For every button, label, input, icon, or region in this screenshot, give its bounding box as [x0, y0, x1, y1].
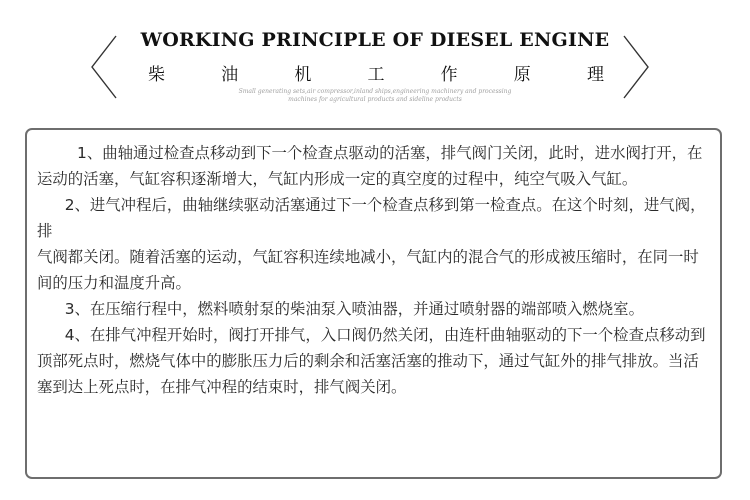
title-char: 原 — [513, 65, 531, 85]
page-title-chinese — [148, 60, 604, 85]
content-panel — [25, 128, 722, 479]
title-char: 油 — [221, 65, 239, 85]
paragraph-step-2b: 气阀都关闭。随着活塞的运动，气缸容积连续地减小，气缸内的混合气的形成被压缩时，在同一时间的压力和温度升高。 — [37, 248, 699, 292]
tagline-line-2: machines for agricultural products and sideline products — [288, 96, 462, 103]
page-title-english: WORKING PRINCIPLE OF DIESEL ENGINE — [140, 29, 610, 51]
paragraph-step-3: 3、在压缩行程中，燃料喷射泵的柴油泵入喷油器，并通过喷射器的端部喷入燃烧室。 — [64, 300, 644, 318]
tagline-line-1: Small generating sets,air compressor,inland ships,engineering machinery and processing — [238, 88, 512, 95]
paragraph-step-2a: 2、进气冲程后，曲轴继续驱动活塞通过下一个检查点移到第一检查点。在这个时刻，进气阀，排 — [37, 196, 706, 240]
title-char: 作 — [440, 65, 458, 85]
paragraph-step-4: 4、在排气冲程开始时，阀打开排气，入口阀仍然关闭，由连杆曲轴驱动的下一个检查点移动到顶部死点时，燃烧气体中的膨胀压力后的剩余和活塞活塞的推动下，通过气缸外的排气排放。当活塞到达上死点时，在排气冲程的结束时，排气阀关闭。 — [37, 326, 706, 396]
title-char: 理 — [586, 65, 604, 85]
title-char: 机 — [294, 65, 312, 85]
title-char: 工 — [367, 65, 385, 85]
title-char: 柴 — [148, 65, 165, 85]
page-header — [0, 0, 750, 120]
paragraph-step-1: 1、曲轴通过检查点移动到下一个检查点驱动的活塞，排气阀门关闭，此时，进水阀打开，在运动的活塞，气缸容积逐渐增大，气缸内形成一定的真空度的过程中，纯空气吸入气缸。 — [37, 144, 703, 188]
chevron-right-icon — [610, 34, 670, 104]
